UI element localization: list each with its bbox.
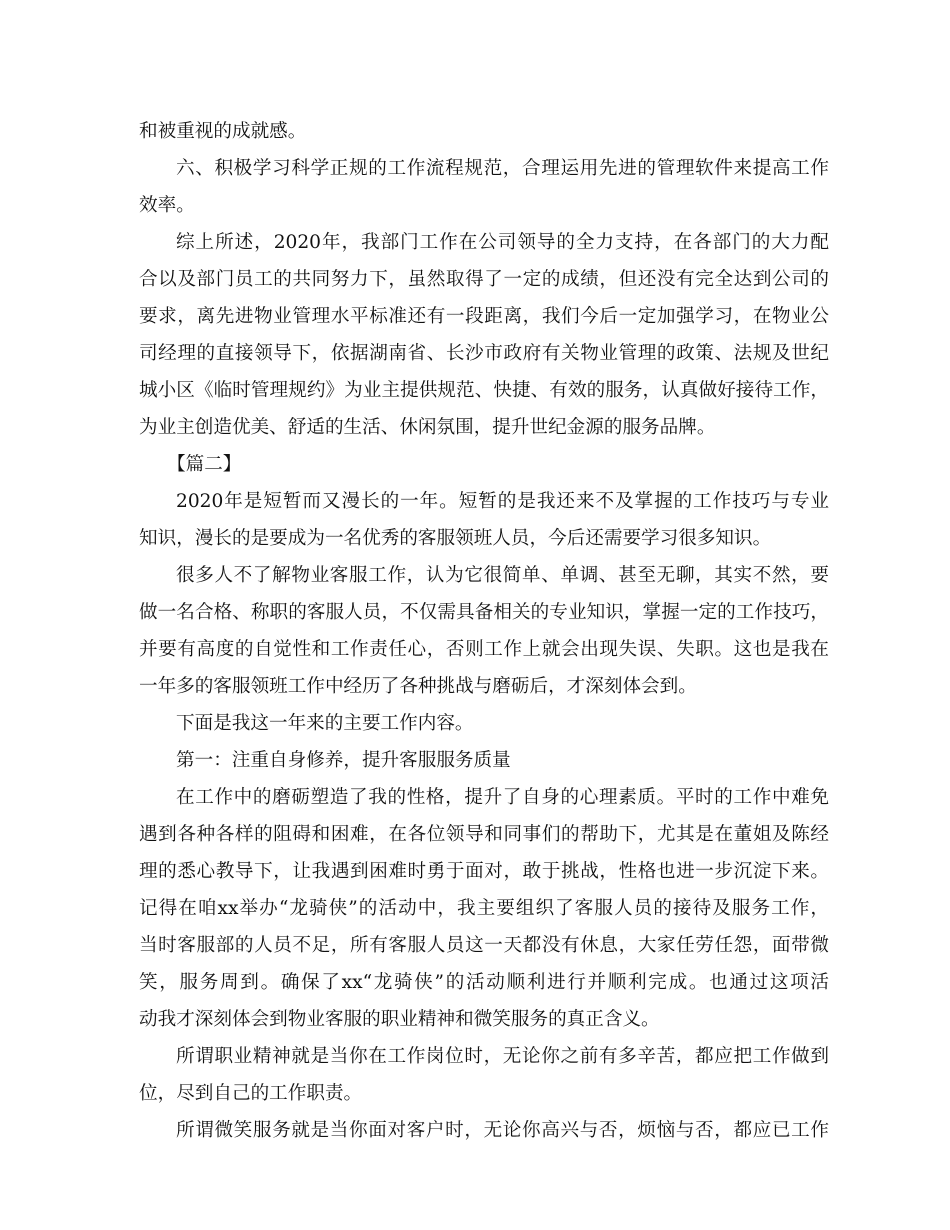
text-line: 笑，服务周到。确保了xx“龙骑侠”的活动顺利进行并顺利完成。也通过这项活 <box>139 972 829 993</box>
document-body <box>139 113 829 1149</box>
text-line: 效率。 <box>139 195 195 216</box>
text-line: 所谓职业精神就是当你在工作岗位时，无论你之前有多辛苦，都应把工作做到 <box>176 1046 829 1067</box>
text-line: 2020年是短暂而又漫长的一年。短暂的是我还来不及掌握的工作技巧与专业 <box>176 491 829 512</box>
text-line: 动我才深刻体会到物业客服的职业精神和微笑服务的真正含义。 <box>139 1009 660 1030</box>
text-line: 合以及部门员工的共同努力下，虽然取得了一定的成绩，但还没有完全达到公司的 <box>139 269 829 290</box>
text-line: 记得在咱xx举办“龙骑侠”的活动中，我主要组织了客服人员的接待及服务工作， <box>139 898 829 919</box>
text-line: 综上所述，2020年，我部门工作在公司领导的全力支持，在各部门的大力配 <box>176 232 829 253</box>
text-line: 并要有高度的自觉性和工作责任心，否则工作上就会出现失误、失职。这也是我在 <box>139 639 829 660</box>
text-line: 和被重视的成就感。 <box>139 121 307 142</box>
text-line: 很多人不了解物业客服工作，认为它很简单、单调、甚至无聊，其实不然，要 <box>176 565 829 586</box>
text-line: 位，尽到自己的工作职责。 <box>139 1083 363 1104</box>
text-line: 一年多的客服领班工作中经历了各种挑战与磨砺后，才深刻体会到。 <box>139 676 697 697</box>
text-line: 下面是我这一年来的主要工作内容。 <box>176 713 474 734</box>
text-line: 司经理的直接领导下，依据湖南省、长沙市政府有关物业管理的政策、法规及世纪 <box>139 343 829 364</box>
text-line: 第一：注重自身修养，提升客服服务质量 <box>176 750 511 771</box>
text-line: 当时客服部的人员不足，所有客服人员这一天都没有休息，大家任劳任怨，面带微 <box>139 935 829 956</box>
text-line: 所谓微笑服务就是当你面对客户时，无论你高兴与否，烦恼与否，都应已工作 <box>176 1120 829 1141</box>
text-line: 做一名合格、称职的客服人员，不仅需具备相关的专业知识，掌握一定的工作技巧， <box>139 602 829 623</box>
section-heading: 【篇二】 <box>167 454 242 475</box>
text-line: 要求，离先进物业管理水平标准还有一段距离，我们今后一定加强学习，在物业公 <box>139 306 829 327</box>
text-line: 为业主创造优美、舒适的生活、休闲氛围，提升世纪金源的服务品牌。 <box>139 417 716 438</box>
text-line: 知识，漫长的是要成为一名优秀的客服领班人员，今后还需要学习很多知识。 <box>139 528 772 549</box>
text-line: 遇到各种各样的阻碍和困难，在各位领导和同事们的帮助下，尤其是在董姐及陈经 <box>139 824 829 845</box>
text-line: 在工作中的磨砺塑造了我的性格，提升了自身的心理素质。平时的工作中难免 <box>176 787 829 808</box>
text-line: 理的悉心教导下，让我遇到困难时勇于面对，敢于挑战，性格也进一步沉淀下来。 <box>139 861 829 882</box>
text-line: 六、积极学习科学正规的工作流程规范，合理运用先进的管理软件来提高工作 <box>176 158 829 179</box>
text-line: 城小区《临时管理规约》为业主提供规范、快捷、有效的服务，认真做好接待工作， <box>139 380 829 401</box>
